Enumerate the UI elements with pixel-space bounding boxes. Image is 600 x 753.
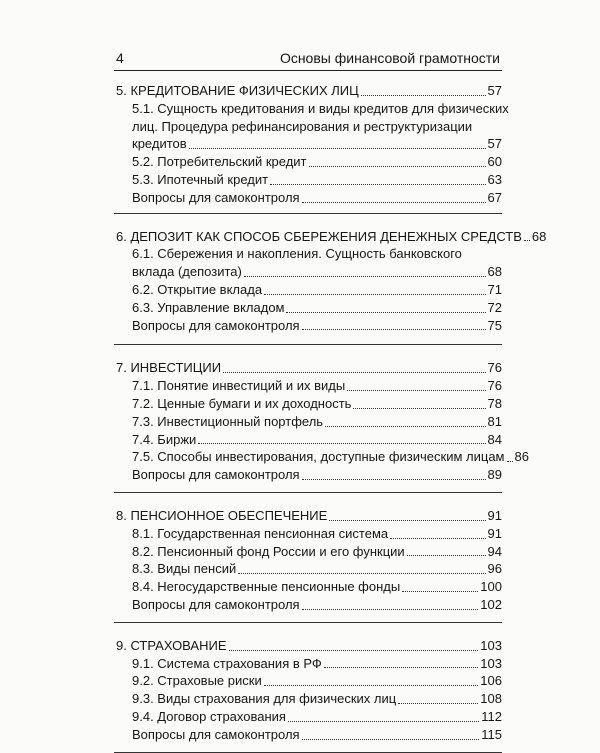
running-header — [114, 48, 502, 71]
toc-section — [114, 623, 502, 753]
toc-subsection[interactable] — [114, 100, 509, 153]
dot-leader — [390, 538, 485, 539]
toc-subsection[interactable] — [114, 431, 502, 449]
chapter-page: 76 — [487, 360, 502, 376]
subsection-page: 60 — [487, 154, 502, 170]
chapter-title: 6. ДЕПОЗИТ КАК СПОСОБ СБЕРЕЖЕНИЯ ДЕНЕЖНЫХ СРЕДСТВ — [116, 228, 522, 244]
toc-subsection[interactable] — [114, 466, 502, 484]
subsection-title: 9.2. Страховые риски — [132, 673, 262, 689]
toc-chapter[interactable] — [114, 359, 502, 377]
toc-subsection[interactable] — [114, 578, 502, 596]
chapter-title: 5. КРЕДИТОВАНИЕ ФИЗИЧЕСКИХ ЛИЦ — [116, 83, 359, 98]
dot-leader — [407, 555, 486, 556]
subsection-title: 7.2. Ценные бумаги и их доходность — [132, 395, 352, 411]
dot-leader — [302, 202, 486, 203]
subsection-title: Вопросы для самоконтроля — [132, 467, 300, 483]
subsection-title: Вопросы для самоконтроля — [132, 317, 300, 333]
dot-leader — [302, 739, 480, 740]
subsection-title: 7.3. Инвестиционный портфель — [132, 413, 324, 429]
toc-subsection[interactable] — [114, 395, 502, 413]
subsection-title-line: кредитов — [132, 136, 187, 152]
subsection-page: 94 — [487, 543, 502, 559]
toc-subsection[interactable] — [114, 281, 502, 299]
toc-section — [114, 493, 502, 623]
subsection-page: 103 — [480, 655, 502, 671]
toc-subsection[interactable] — [114, 525, 502, 543]
subsection-title: 9.3. Виды страхования для физических лиц — [132, 691, 397, 707]
subsection-page: 68 — [487, 264, 502, 280]
dot-leader — [353, 408, 485, 409]
toc-subsection[interactable] — [114, 171, 502, 189]
toc-chapter[interactable] — [114, 82, 502, 100]
subsection-page: 76 — [487, 378, 502, 394]
subsection-title-line: 6.1. Сбережения и накопления. Сущность банковского — [132, 246, 462, 262]
subsection-title: 5.3. Ипотечный кредит — [132, 171, 269, 187]
dot-leader — [398, 703, 478, 704]
running-title: Основы финансовой грамотности — [279, 50, 500, 66]
subsection-title: 6.3. Управление вкладом — [132, 299, 285, 315]
subsection-page: 96 — [487, 561, 502, 577]
chapter-title: 8. ПЕНСИОННОЕ ОБЕСПЕЧЕНИЕ — [116, 507, 328, 523]
subsection-page: 57 — [487, 136, 502, 152]
dot-leader — [302, 609, 479, 610]
subsection-title-line: лиц. Процедура рефинансирования и реструктуризации — [132, 118, 473, 134]
subsection-page: 100 — [480, 579, 502, 595]
toc-subsection[interactable] — [114, 317, 502, 335]
subsection-page: 86 — [514, 449, 529, 465]
subsection-page: 84 — [487, 431, 502, 447]
toc-subsection[interactable] — [114, 596, 502, 614]
subsection-title: 5.2. Потребительский кредит — [132, 154, 307, 170]
toc-subsection[interactable] — [114, 672, 502, 690]
subsection-page: 102 — [480, 596, 502, 612]
toc-subsection[interactable] — [114, 299, 502, 317]
toc-subsection[interactable] — [114, 708, 502, 726]
dot-leader — [223, 372, 485, 373]
dot-leader — [288, 721, 479, 722]
toc-subsection[interactable] — [114, 543, 502, 561]
toc-subsection[interactable] — [114, 560, 502, 578]
subsection-title: 7.5. Способы инвестирования, доступные физическим лицам — [132, 449, 505, 465]
dot-leader — [198, 443, 485, 444]
subsection-page: 71 — [487, 281, 502, 297]
dot-leader — [329, 520, 485, 521]
toc-subsection[interactable] — [114, 189, 502, 207]
subsection-page: 112 — [481, 708, 502, 724]
toc-subsection[interactable] — [114, 153, 502, 171]
toc-section — [114, 214, 547, 346]
toc-chapter[interactable] — [114, 637, 502, 655]
toc-subsection[interactable] — [114, 245, 502, 281]
subsection-title-line: вклада (депозита) — [132, 264, 242, 280]
dot-leader — [229, 650, 479, 651]
dot-leader — [402, 591, 478, 592]
subsection-title: 7.4. Биржи — [132, 431, 197, 447]
dot-leader — [347, 390, 485, 391]
toc-subsection[interactable] — [114, 413, 502, 431]
subsection-title: 8.2. Пенсионный фонд России и его функции — [132, 543, 405, 559]
subsection-page: 81 — [487, 413, 502, 429]
subsection-page: 115 — [481, 726, 502, 742]
toc-subsection[interactable] — [114, 655, 502, 673]
subsection-title: 7.1. Понятие инвестиций и их виды — [132, 378, 346, 394]
toc-section — [114, 82, 509, 214]
subsection-title: 6.2. Открытие вклада — [132, 281, 263, 297]
subsection-title: 9.4. Договор страхования — [132, 708, 286, 724]
dot-leader — [302, 479, 486, 480]
subsection-title: 8.3. Виды пенсий — [132, 561, 237, 577]
subsection-page: 106 — [480, 673, 502, 689]
subsection-page: 75 — [487, 317, 502, 333]
toc-subsection[interactable] — [114, 448, 529, 466]
toc-subsection[interactable] — [114, 690, 502, 708]
dot-leader — [238, 573, 485, 574]
dot-leader — [325, 426, 485, 427]
subsection-title: 9.1. Система страхования в РФ — [132, 655, 322, 671]
toc-section — [114, 345, 529, 493]
dot-leader — [302, 329, 486, 330]
chapter-page: 57 — [487, 83, 502, 98]
subsection-title: Вопросы для самоконтроля — [132, 726, 300, 742]
subsection-title: 8.4. Негосударственные пенсионные фонды — [132, 579, 401, 595]
dot-leader — [270, 184, 485, 185]
toc-subsection[interactable] — [114, 377, 502, 395]
chapter-title: 9. СТРАХОВАНИЕ — [116, 637, 227, 653]
dot-leader — [309, 166, 486, 167]
dot-leader — [324, 667, 479, 668]
toc-subsection[interactable] — [114, 726, 502, 744]
subsection-title-line: 5.1. Сущность кредитования и виды кредитов для физических — [132, 100, 509, 116]
subsection-title: Вопросы для самоконтроля — [132, 596, 300, 612]
subsection-page: 67 — [487, 189, 502, 205]
subsection-page: 108 — [480, 691, 502, 707]
subsection-title: 8.1. Государственная пенсионная система — [132, 525, 389, 541]
dot-leader — [507, 461, 513, 462]
subsection-page: 91 — [487, 525, 502, 541]
subsection-page: 63 — [487, 171, 502, 187]
dot-leader — [244, 276, 486, 277]
chapter-page: 91 — [487, 507, 502, 523]
toc-chapter[interactable] — [114, 507, 502, 525]
dot-leader — [361, 95, 486, 96]
chapter-page: 103 — [480, 637, 502, 653]
chapter-page: 68 — [531, 228, 547, 244]
dot-leader — [286, 312, 485, 313]
subsection-title: Вопросы для самоконтроля — [132, 189, 300, 205]
subsection-page: 72 — [487, 299, 502, 315]
dot-leader — [264, 685, 479, 686]
subsection-page: 78 — [487, 395, 502, 411]
dot-leader — [524, 240, 530, 241]
page-number: 4 — [116, 50, 124, 66]
table-of-contents — [114, 82, 547, 753]
subsection-page: 89 — [487, 467, 502, 483]
dot-leader — [264, 294, 485, 295]
chapter-title: 7. ИНВЕСТИЦИИ — [116, 360, 222, 376]
dot-leader — [189, 148, 486, 149]
toc-chapter[interactable] — [114, 228, 547, 246]
